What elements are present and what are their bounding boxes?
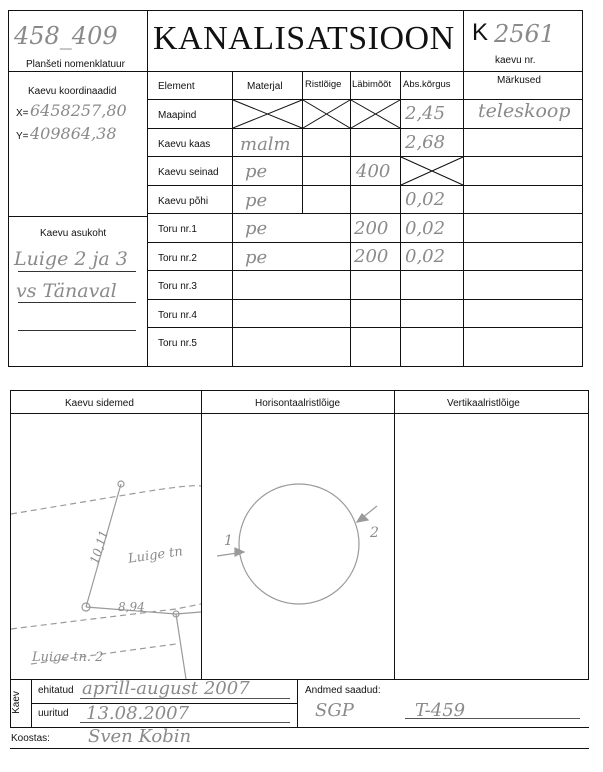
coord-y-value: 409864,38 [30,124,117,143]
footer-side-label: Kaev [10,691,22,714]
compiled-label: Koostas: [11,733,50,744]
street-label: Luige tn. 2 [32,650,104,665]
row-element: Toru nr.5 [158,338,197,349]
cell-diameter: 200 [354,246,389,267]
cell-material: pe [245,218,268,239]
built-label: ehitatud [38,685,74,696]
row-element: Toru nr.1 [158,224,197,235]
cell-material: pe [245,161,268,182]
dim-label: 10,11 [87,528,112,566]
sheet-nomenclature-value: 458_409 [14,22,118,50]
coord-x-value: 6458257,80 [30,101,127,120]
row-element: Toru nr.3 [158,281,197,292]
col-header-abs-height: Abs.kõrgus [403,79,451,90]
surveyed-value: 13.08.2007 [86,703,190,724]
location-label: Kaevu asukoht [40,228,107,239]
cell-abs-height: 2,45 [405,103,446,124]
col-header-cross-section: Ristlõige [305,79,342,90]
built-value: aprill-august 2007 [82,678,250,699]
sheet-nomenclature-label: Planšeti nomenklatuur [26,59,125,70]
row-element: Kaevu seinad [158,167,219,178]
compiled-value: Sven Kobin [88,726,192,747]
cell-material: malm [240,134,291,155]
cell-abs-height: 0,02 [405,246,446,267]
cell-abs-height: 0,02 [405,189,446,210]
row-element: Toru nr.2 [158,253,197,264]
well-number: 2561 [494,20,556,48]
well-number-label: kaevu nr. [495,55,536,66]
location-line-1: Luige 2 ja 3 [14,248,128,270]
page-title: KANALISATSIOON [153,20,455,57]
coord-x-label: X= [16,108,29,119]
cell-notes: teleskoop [478,100,571,122]
cell-material: pe [245,190,268,211]
cell-diameter: 400 [356,161,391,182]
cell-diameter: 200 [354,218,389,239]
street-label: Luige tn [127,544,184,567]
cell-abs-height: 2,68 [405,132,446,153]
row-element: Kaevu põhi [158,196,209,207]
section-title-horizontal: Horisontaalristlõige [255,398,341,409]
row-element: Toru nr.4 [158,310,197,321]
well-prefix: K [472,19,489,46]
row-element: Maapind [158,110,197,121]
section-title-vertical: Vertikaalristlõige [447,398,520,409]
coords-label: Kaevu koordinaadid [28,86,117,97]
pipe-label: 2 [370,525,379,541]
data-from-value: SGP [315,700,354,721]
data-from-label: Andmed saadud: [305,685,381,696]
row-element: Kaevu kaas [158,139,211,150]
dim-label: 8,94 [118,600,145,614]
location-line-2: vs Tänaval [16,280,117,302]
cell-material: pe [245,247,268,268]
data-from-code: T-459 [415,700,466,721]
surveyed-label: uuritud [38,708,69,719]
coord-y-label: Y= [16,131,29,142]
cell-abs-height: 0,02 [405,218,446,239]
section-title-ties: Kaevu sidemed [65,398,134,409]
col-header-diameter: Läbimõõt [352,79,392,90]
col-header-notes: Märkused [497,75,541,86]
col-header-element: Element [158,81,195,92]
pipe-label: 1 [224,533,233,549]
col-header-material: Materjal [247,81,283,92]
